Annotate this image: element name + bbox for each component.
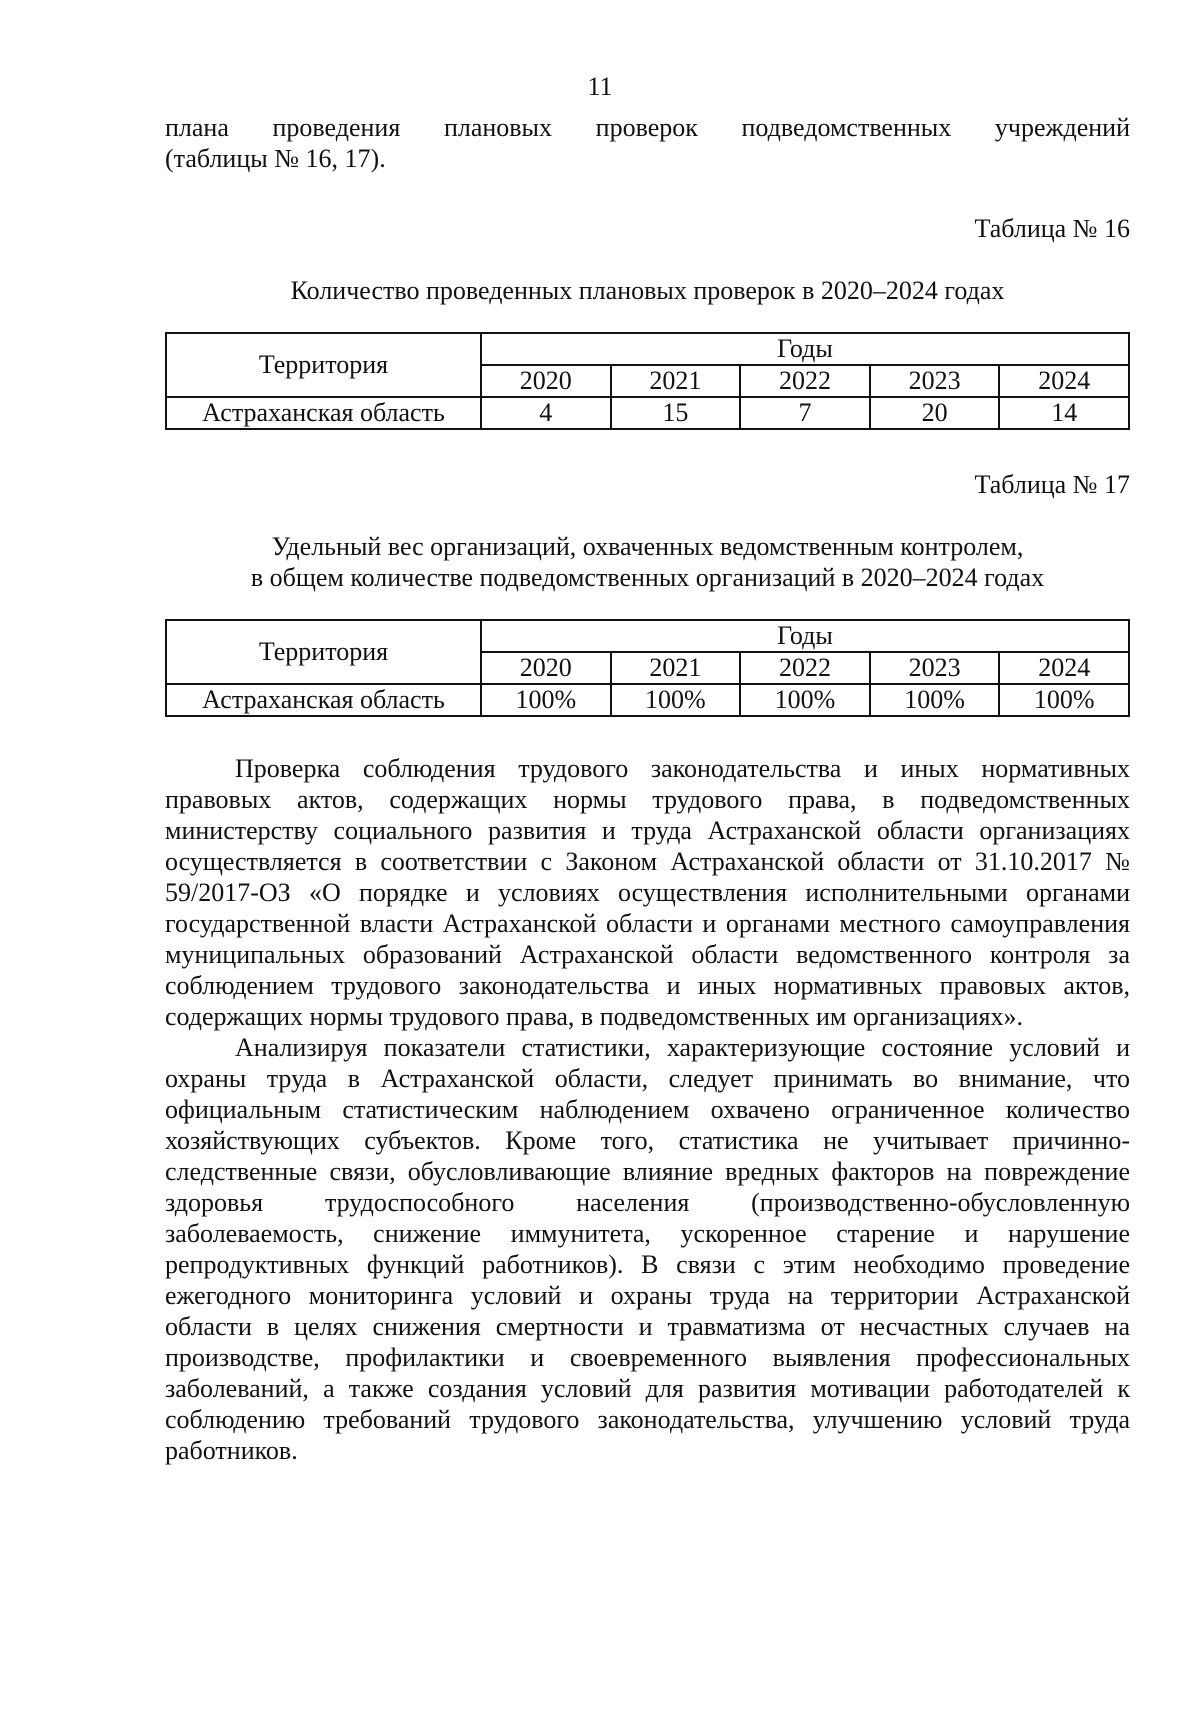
header-territory: Территория	[166, 333, 481, 397]
intro-line-1: плана проведения плановых проверок подведомственных учреждений	[165, 113, 1130, 142]
table-17-label: Таблица № 17	[974, 470, 1130, 499]
value-cell: 100%	[999, 684, 1129, 716]
value-cell: 100%	[870, 684, 1000, 716]
value-cell: 15	[611, 397, 741, 429]
year-cell: 2024	[999, 365, 1129, 397]
row-label: Астраханская область	[166, 684, 481, 716]
paragraph: Проверка соблюдения трудового законодательства и иных нормативных правовых актов, содержащих нормы трудового права, в подведомственных министерству социального развития и труда Астраханской области организациях осуществляется в соответствии с Законом Астраханской области от 31.10.2017 № 59/2017-ОЗ «О порядке и условиях осуществления исполнительными органами государственной власти Астраханской области и органами местного самоуправления муниципальных образований Астраханской области ведомственного контроля за соблюдением трудового законодательства и иных нормативных правовых актов, содержащих нормы трудового права, в подведомственных им организациях».	[165, 754, 1130, 1031]
paragraph: Анализируя показатели статистики, характеризующие состояние условий и охраны труда в Астраханской области, следует принимать во внимание, что официальным статистическим наблюдением охвачено ограниченное количество хозяйствующих субъектов. Кроме того, статистика не учитывает причинно-следственные связи, обусловливающие влияние вредных факторов на повреждение здоровья трудоспособного населения (производственно-обусловленную заболеваемость, снижение иммунитета, ускоренное старение и нарушение репродуктивных функций работников). В связи с этим необходимо проведение ежегодного мониторинга условий и охраны труда на территории Астраханской области в целях снижения смертности и травматизма от несчастных случаев на производстве, профилактики и своевременного выявления профессиональных заболеваний, а также создания условий для развития мотивации работодателей к соблюдению требований трудового законодательства, улучшению условий труда работников.	[165, 1033, 1130, 1465]
row-label: Астраханская область	[166, 397, 481, 429]
value-cell: 100%	[611, 684, 741, 716]
value-cell: 14	[999, 397, 1129, 429]
table-17-title-line-2: в общем количестве подведомственных организаций в 2020–2024 годах	[250, 563, 1045, 592]
table-row	[166, 684, 1129, 716]
value-cell: 20	[870, 397, 1000, 429]
year-cell: 2024	[999, 652, 1129, 684]
table-row	[166, 397, 1129, 429]
table-17-title	[165, 531, 1130, 593]
year-cell: 2023	[870, 365, 1000, 397]
table-16	[165, 332, 1130, 430]
year-cell: 2020	[481, 365, 611, 397]
year-cell: 2020	[481, 652, 611, 684]
year-cell: 2021	[611, 365, 741, 397]
table-17-title-line-1: Удельный вес организаций, охваченных ведомственным контролем,	[271, 532, 1024, 561]
table-17	[165, 619, 1130, 717]
value-cell: 4	[481, 397, 611, 429]
year-cell: 2022	[740, 365, 870, 397]
header-territory: Территория	[166, 620, 481, 684]
value-cell: 100%	[481, 684, 611, 716]
year-cell: 2022	[740, 652, 870, 684]
intro-line-2: (таблицы № 16, 17).	[165, 144, 386, 173]
page-number: 11	[587, 72, 613, 101]
table-16-label: Таблица № 16	[974, 214, 1130, 243]
value-cell: 100%	[740, 684, 870, 716]
value-cell: 7	[740, 397, 870, 429]
year-cell: 2023	[870, 652, 1000, 684]
page-content	[165, 112, 1130, 1466]
table-header-row	[166, 620, 1129, 652]
table-header-row	[166, 333, 1129, 365]
year-cell: 2021	[611, 652, 741, 684]
intro-text	[165, 112, 1130, 174]
header-years: Годы	[481, 333, 1129, 365]
table-16-title: Количество проведенных плановых проверок в 2020–2024 годах	[290, 276, 1005, 305]
body-text	[165, 753, 1130, 1466]
header-years: Годы	[481, 620, 1129, 652]
